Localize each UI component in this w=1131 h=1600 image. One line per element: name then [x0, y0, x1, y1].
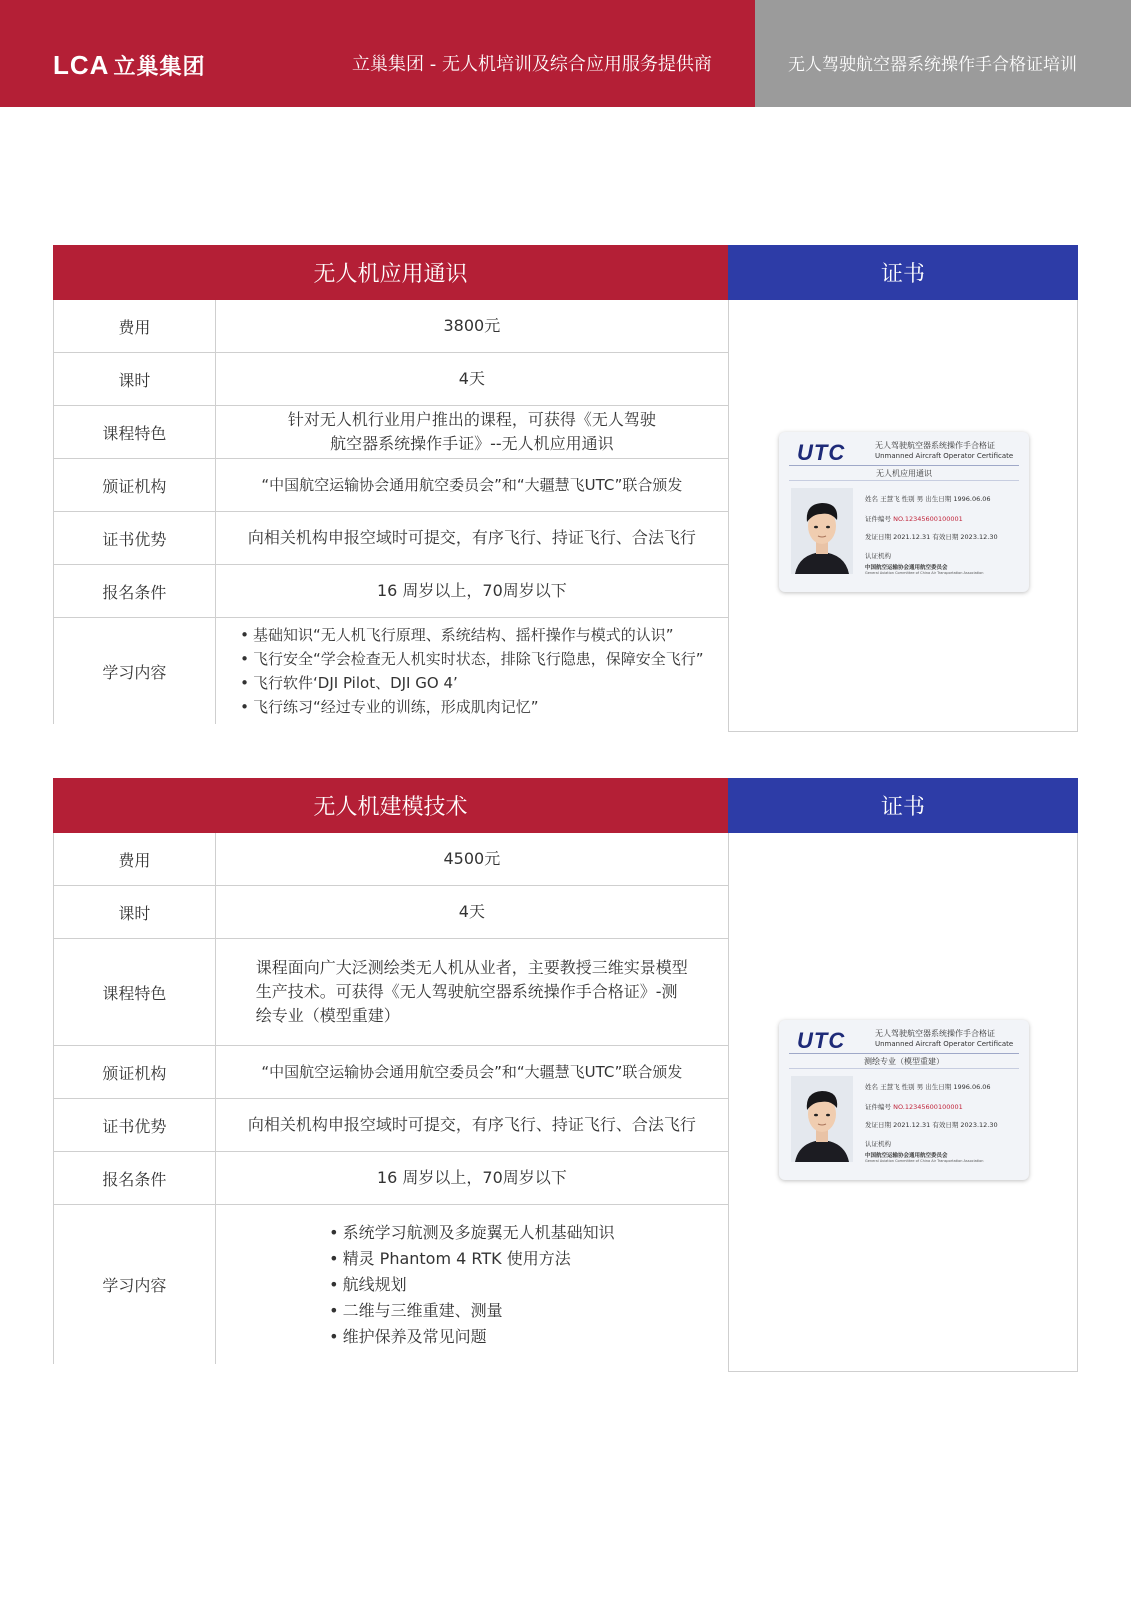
row-value: [216, 1205, 728, 1364]
card-org-en: General Aviation Committee of China Air Transportation Association: [865, 1159, 984, 1163]
row-label: 证书优势: [54, 512, 216, 564]
table-row-eligibility: [54, 1152, 728, 1205]
row-label: 课程特色: [54, 406, 216, 458]
row-value: [216, 618, 728, 724]
table-row-features: [54, 939, 728, 1046]
table-row-duration: [54, 886, 728, 939]
card-authority-label: 认证机构: [865, 1140, 891, 1148]
row-label: 颁证机构: [54, 1046, 216, 1098]
course-info-table: [53, 300, 728, 724]
row-label: 颁证机构: [54, 459, 216, 511]
row-label: 课时: [54, 353, 216, 405]
table-row-issuer: [54, 1046, 728, 1099]
table-row-advantage: [54, 1099, 728, 1152]
row-label: 学习内容: [54, 618, 216, 724]
certificate-column: [728, 300, 1078, 732]
row-label: 费用: [54, 300, 216, 352]
card-org-cn: 中国航空运输协会通用航空委员会: [865, 565, 948, 571]
portrait-photo: [791, 488, 853, 574]
curriculum-list: [240, 623, 703, 719]
course-title: 无人机应用通识: [53, 245, 728, 300]
list-item: • 飞行练习“经过专业的训练，形成肌肉记忆”: [240, 695, 703, 719]
utc-logo: UTC: [797, 440, 846, 465]
course-section-1: [53, 245, 1078, 732]
card-dates-line: 发证日期 2021.12.31 有效日期 2023.12.30: [865, 533, 998, 541]
portrait-photo: [791, 1076, 853, 1162]
divider: [789, 1053, 1019, 1054]
table-row-duration: [54, 353, 728, 406]
row-value: 向相关机构申报空域时可提交，有序飞行、持证飞行、合法飞行: [247, 1115, 696, 1134]
header-tagline: 立巢集团 - 无人机培训及综合应用服务提供商: [352, 54, 712, 75]
row-label: 课时: [54, 886, 216, 938]
row-label: 课程特色: [54, 939, 216, 1045]
row-value: 3800元: [443, 316, 501, 335]
row-value: 针对无人机行业用户推出的课程，可获得《无人驾驶航空器系统操作手证》--无人机应用通识: [287, 410, 656, 453]
table-row-fee: [54, 300, 728, 353]
course-title: 无人机建模技术: [53, 778, 728, 833]
table-row-curriculum: [54, 618, 728, 724]
course-info-table: [53, 833, 728, 1364]
table-row-curriculum: [54, 1205, 728, 1364]
card-type: 测绘专业（模型重建）: [864, 1057, 944, 1066]
logo-chinese: 立巢集团: [113, 54, 206, 80]
list-item: • 维护保养及常见问题: [329, 1324, 614, 1350]
logo-latin: LCA: [53, 49, 110, 80]
cert-no: NO.12345600100001: [893, 1103, 963, 1111]
row-value: “中国航空运输协会通用航空委员会”和“大疆慧飞UTC”联合颁发: [261, 476, 683, 494]
cert-no: NO.12345600100001: [893, 515, 963, 523]
card-dates-line: 发证日期 2021.12.31 有效日期 2023.12.30: [865, 1121, 998, 1129]
list-item: • 基础知识“无人机飞行原理、系统结构、摇杆操作与模式的认识”: [240, 623, 703, 647]
list-item: • 飞行软件‘DJI Pilot、DJI GO 4’: [240, 671, 703, 695]
table-row-eligibility: [54, 565, 728, 618]
course-section-2: [53, 778, 1078, 1372]
header-right-title: 无人驾驶航空器系统操作手合格证培训: [788, 55, 1077, 75]
card-name-line: 姓名 王慧飞 性别 男 出生日期 1996.06.06: [865, 495, 991, 503]
card-cert-no-line: [865, 1102, 963, 1111]
list-item: • 精灵 Phantom 4 RTK 使用方法: [329, 1246, 614, 1272]
card-title-en: Unmanned Aircraft Operator Certificate: [875, 1040, 1014, 1048]
certificate-card: [779, 1020, 1029, 1180]
row-value: 4天: [458, 902, 485, 921]
row-label: 证书优势: [54, 1099, 216, 1151]
row-label: 报名条件: [54, 1152, 216, 1204]
certificate-card: [779, 432, 1029, 592]
company-logo: [53, 50, 205, 80]
row-label: 报名条件: [54, 565, 216, 617]
row-value: 向相关机构申报空域时可提交，有序飞行、持证飞行、合法飞行: [247, 528, 696, 547]
card-title-cn: 无人驾驶航空器系统操作手合格证: [875, 1029, 995, 1038]
certificate-heading: 证书: [728, 245, 1078, 300]
table-row-advantage: [54, 512, 728, 565]
list-item: • 飞行安全“学会检查无人机实时状态，排除飞行隐患，保障安全飞行”: [240, 647, 703, 671]
row-label: 费用: [54, 833, 216, 885]
card-org-en: General Aviation Committee of China Air Transportation Association: [865, 571, 984, 575]
list-item: • 航线规划: [329, 1272, 614, 1298]
list-item: • 二维与三维重建、测量: [329, 1298, 614, 1324]
card-org-cn: 中国航空运输协会通用航空委员会: [865, 1153, 948, 1159]
table-row-features: [54, 406, 728, 459]
cert-no-label: 证件编号: [865, 1103, 891, 1111]
card-authority-label: 认证机构: [865, 552, 891, 560]
row-value: 16 周岁以上，70周岁以下: [376, 1168, 567, 1187]
row-value: 课程面向广大泛测绘类无人机从业者，主要教授三维实景模型生产技术。可获得《无人驾驶航空器系统操作手合格证》-测绘专业（模型重建）: [255, 958, 688, 1025]
card-cert-no-line: [865, 514, 963, 523]
cert-no-label: 证件编号: [865, 515, 891, 523]
row-value: 4天: [458, 369, 485, 388]
divider: [789, 1068, 1019, 1069]
divider: [789, 480, 1019, 481]
row-label: 学习内容: [54, 1205, 216, 1364]
table-row-issuer: [54, 459, 728, 512]
card-type: 无人机应用通识: [876, 469, 932, 478]
utc-logo: UTC: [797, 1028, 846, 1053]
row-value: “中国航空运输协会通用航空委员会”和“大疆慧飞UTC”联合颁发: [261, 1063, 683, 1081]
divider: [789, 465, 1019, 466]
card-title-en: Unmanned Aircraft Operator Certificate: [875, 452, 1014, 460]
certificate-heading: 证书: [728, 778, 1078, 833]
card-name-line: 姓名 王慧飞 性别 男 出生日期 1996.06.06: [865, 1083, 991, 1091]
table-row-fee: [54, 833, 728, 886]
row-value: 4500元: [443, 849, 501, 868]
row-value: 16 周岁以上，70周岁以下: [376, 581, 567, 600]
list-item: • 系统学习航测及多旋翼无人机基础知识: [329, 1220, 614, 1246]
curriculum-list: [329, 1220, 614, 1350]
certificate-column: [728, 833, 1078, 1372]
card-title-cn: 无人驾驶航空器系统操作手合格证: [875, 441, 995, 450]
